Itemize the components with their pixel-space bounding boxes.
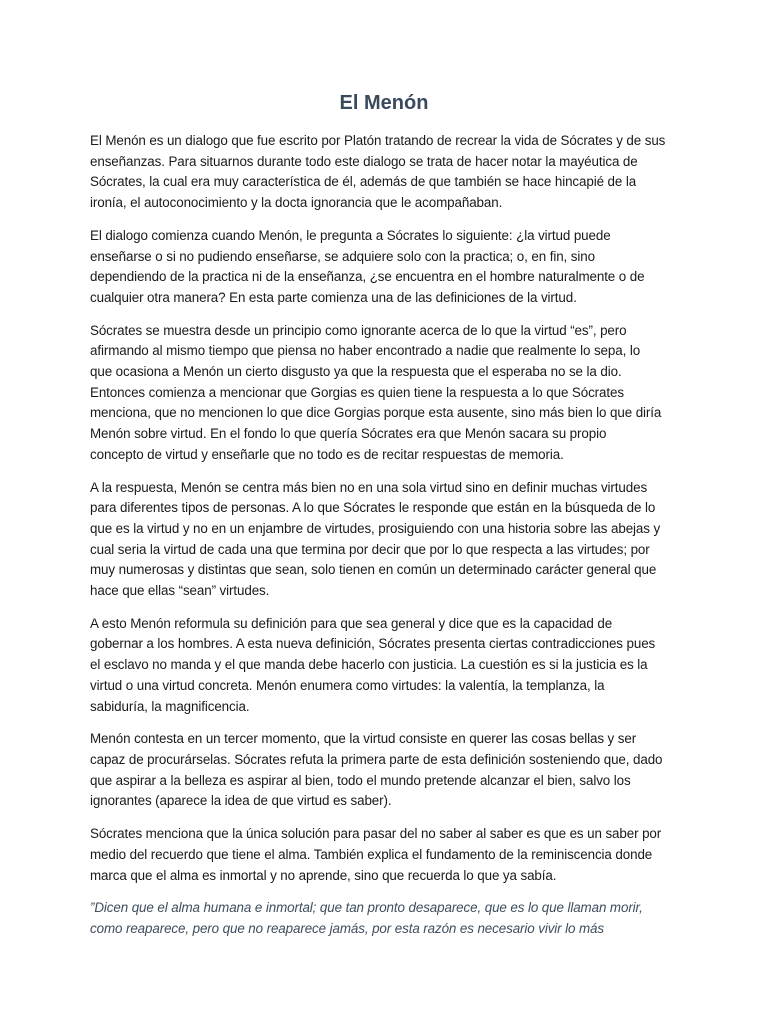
text-line: menciona, que no mencionen lo que dice Gorgias porque esta ausente, sino más bien lo que diría <box>90 405 662 421</box>
text-line: hace que ellas “sean” virtudes. <box>90 583 270 599</box>
text-line: virtud o una virtud concreta. Menón enumera como virtudes: la valentía, la templanza, la <box>90 677 605 693</box>
text-line: Menón sobre virtud. En el fondo lo que quería Sócrates era que Menón sacara su propio <box>90 426 607 442</box>
body-paragraph <box>90 321 684 466</box>
text-line: marca que el alma es inmortal y no aprende, sino que recuerda lo que ya sabía. <box>90 867 557 883</box>
text-line: para diferentes tipos de personas. A lo que Sócrates le responde que están en la búsqueda de lo <box>90 500 656 516</box>
text-line: A la respuesta, Menón se centra más bien no en una sola virtud sino en definir muchas virtudes <box>90 479 648 495</box>
body-paragraph <box>90 824 684 886</box>
body-paragraph <box>90 478 684 602</box>
text-line: como reaparece, pero que no reaparece jamás, por esta razón es necesario vivir lo más <box>90 920 605 936</box>
text-line: que es la virtud y no en un enjambre de virtudes, prosiguiendo con una historia sobre las abejas y <box>90 520 661 536</box>
text-line: medio del recuerdo que tiene el alma. También explica el fundamento de la reminiscencia donde <box>90 846 653 862</box>
text-line: que aspirar a la belleza es aspirar al bien, todo el mundo pretende alcanzar el bien, salvo los <box>90 772 631 788</box>
text-line: ironía, el autoconocimiento y la docta ignorancia que le acompañaban. <box>90 195 503 211</box>
text-line: concepto de virtud y enseñarle que no todo es de recitar respuestas de memoria. <box>90 446 564 462</box>
text-line: muy numerosas y distintas que sean, solo tienen en común un determinado carácter general que <box>90 562 657 578</box>
text-line: Menón contesta en un tercer momento, que la virtud consiste en querer las cosas bellas y ser <box>90 731 637 747</box>
quote-paragraph <box>90 898 684 939</box>
text-line: cual seria la virtud de cada una que termina por decir que por lo que respecta a las virtudes; por <box>90 541 650 557</box>
text-line: ignorantes (aparece la idea de que virtud es saber). <box>90 793 392 809</box>
text-line: Sócrates, la cual era muy característica de él, además de que también se hace hincapié de la <box>90 174 637 190</box>
text-line: afirmando al mismo tiempo que piensa no haber encontrado a nadie que realmente lo sepa, lo <box>90 343 641 359</box>
text-line: capaz de procurárselas. Sócrates refuta la primera parte de esta definición sosteniendo que, dado <box>90 751 663 767</box>
body-paragraph <box>90 614 684 718</box>
text-line: El Menón es un dialogo que fue escrito por Platón tratando de recrear la vida de Sócrates y de sus <box>90 133 666 148</box>
text-line: gobernar a los hombres. A esta nueva definición, Sócrates presenta ciertas contradicciones pues <box>90 636 656 652</box>
text-line: A esto Menón reformula su definición para que sea general y dice que es la capacidad de <box>90 615 613 631</box>
document-body <box>90 131 684 952</box>
text-line: El dialogo comienza cuando Menón, le pregunta a Sócrates lo siguiente: ¿la virtud puede <box>90 227 611 243</box>
text-line: Entonces comienza a mencionar que Gorgias es quien tiene la respuesta a lo que Sócrates <box>90 384 624 400</box>
text-line: enseñarse o si no pudiendo enseñarse, se adquiere solo con la practica; o, en fin, sino <box>90 248 595 264</box>
text-line: sabiduría, la magnificencia. <box>90 698 250 714</box>
text-line: enseñanzas. Para situarnos durante todo este dialogo se trata de hacer notar la mayéutica de <box>90 153 638 169</box>
body-paragraph <box>90 226 684 309</box>
text-line: Sócrates se muestra desde un principio como ignorante acerca de lo que la virtud “es”, pero <box>90 322 627 338</box>
text-line: Sócrates menciona que la única solución para pasar del no saber al saber es que es un saber por <box>90 826 662 842</box>
text-line: que ocasiona a Menón un cierto disgusto ya que la respuesta que el esperaba no se la dio. <box>90 364 622 380</box>
text-line: cualquier otra manera? En esta parte comienza una de las definiciones de la virtud. <box>90 289 577 305</box>
text-line: dependiendo de la practica ni de la enseñanza, ¿se encuentra en el hombre naturalmente o de <box>90 269 645 285</box>
text-line: el esclavo no manda y el que manda debe hacerlo con justicia. La cuestión es si la justicia es la <box>90 657 648 673</box>
body-paragraph <box>90 729 684 812</box>
body-paragraph <box>90 131 684 214</box>
text-line: ”Dicen que el alma humana e inmortal; que tan pronto desaparece, que es lo que llaman morir, <box>90 900 643 916</box>
document-title: El Menón <box>339 92 429 114</box>
